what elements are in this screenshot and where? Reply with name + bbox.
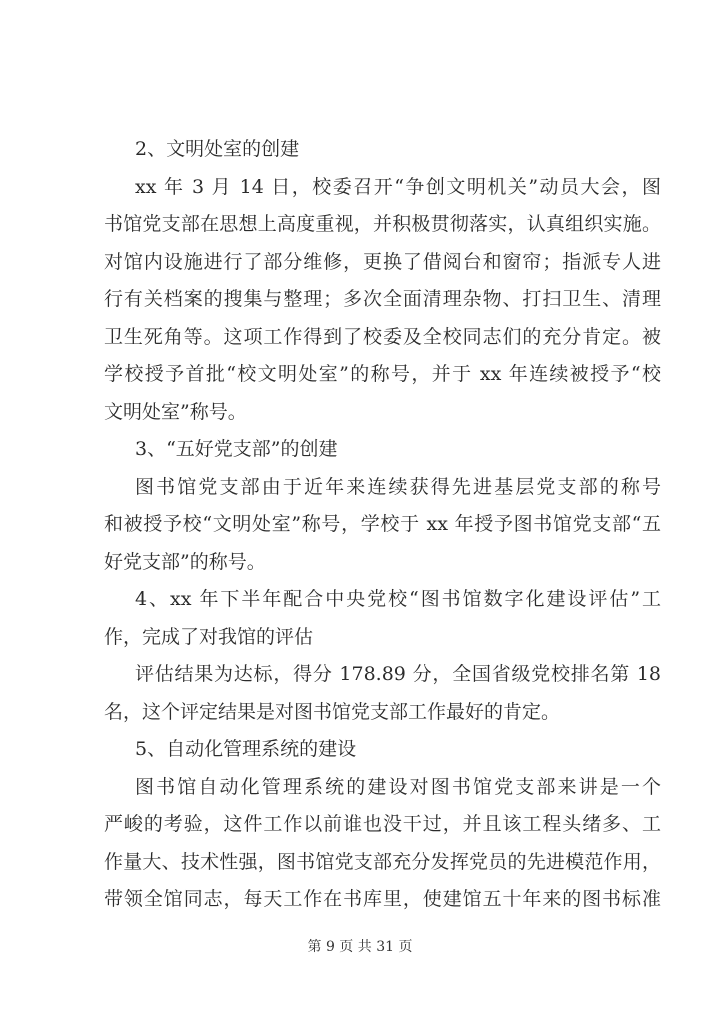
paragraph-line: 带领全馆同志，每天工作在书库里，使建馆五十年来的图书标准 xyxy=(104,888,661,910)
paragraph-line: 评估结果为达标，得分 178.89 分，全国省级党校排名第 18 xyxy=(135,663,661,685)
paragraph-line: 行有关档案的搜集与整理；多次全面清理杂物、打扫卫生、清理 xyxy=(104,288,661,310)
paragraph-line: 对馆内设施进行了部分维修，更换了借阅台和窗帘；指派专人进 xyxy=(104,250,661,273)
paragraph-line: 卫生死角等。这项工作得到了校委及全校同志们的充分肯定。被 xyxy=(104,325,661,348)
paragraph-line: 和被授予校“文明处室”称号，学校于 xx 年授予图书馆党支部“五 xyxy=(104,513,661,535)
paragraph-line: 图书馆党支部由于近年来连续获得先进基层党支部的称号 xyxy=(135,475,661,498)
paragraph-line: 书馆党支部在思想上高度重视，并积极贯彻落实，认真组织实施。 xyxy=(104,213,661,235)
section-heading: 2、文明处室的创建 xyxy=(135,138,300,160)
paragraph-line: 学校授予首批“校文明处室”的称号，并于 xx 年连续被授予“校 xyxy=(104,363,661,385)
section-heading: 作，完成了对我馆的评估 xyxy=(104,625,314,648)
paragraph-line: 作量大、技术性强，图书馆党支部充分发挥党员的先进模范作用， xyxy=(104,850,661,873)
paragraph-line: 名，这个评定结果是对图书馆党支部工作最好的肯定。 xyxy=(104,700,561,723)
section-heading: 3、“五好党支部”的创建 xyxy=(135,438,338,460)
paragraph-line: xx 年 3 月 14 日，校委召开“争创文明机关”动员大会，图 xyxy=(135,175,661,198)
page-number: 第 9 页 共 31 页 xyxy=(307,939,413,955)
paragraph-line: 文明处室”称号。 xyxy=(104,400,247,423)
section-heading: 4、xx 年下半年配合中央党校“图书馆数字化建设评估”工 xyxy=(135,588,661,610)
section-heading: 5、自动化管理系统的建设 xyxy=(135,738,357,760)
paragraph-line: 图书馆自动化管理系统的建设对图书馆党支部来讲是一个 xyxy=(135,775,661,798)
paragraph-line: 好党支部”的称号。 xyxy=(104,550,266,573)
document-body xyxy=(104,131,661,919)
paragraph-line: 严峻的考验，这件工作以前谁也没干过，并且该工程头绪多、工 xyxy=(104,813,661,835)
